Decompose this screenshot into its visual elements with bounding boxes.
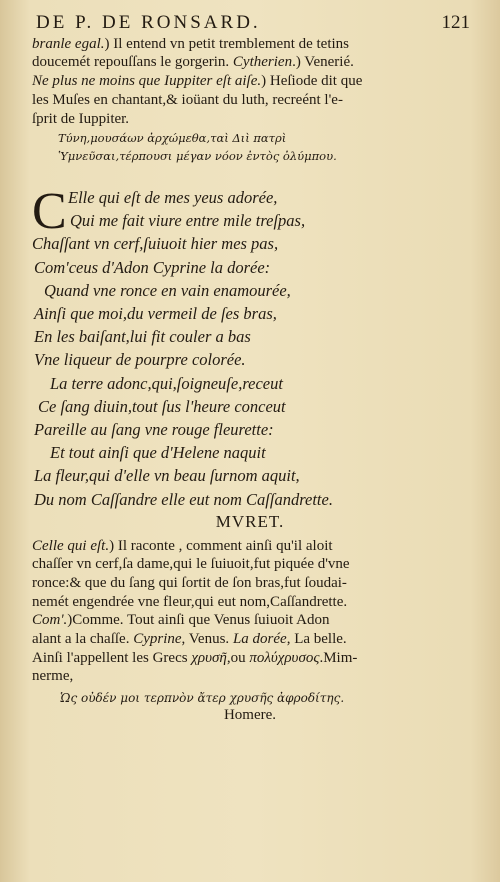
- commentary-line: [32, 611, 329, 629]
- italic-term: La dorée: [232, 631, 287, 647]
- commentary-line: [32, 537, 333, 555]
- text-run: ,ou: [226, 650, 250, 666]
- italic-term: Celle qui eſt.: [32, 538, 110, 554]
- text-run: ) Heſiode dit que: [261, 73, 363, 89]
- commentary-line: [32, 35, 349, 53]
- drop-cap: C: [32, 183, 67, 240]
- text-run: , Venus.: [181, 631, 233, 647]
- italic-term: Com'.: [32, 612, 68, 628]
- commentary-line: [32, 630, 347, 648]
- attribution: Homere.: [223, 707, 277, 723]
- text-run: Ainſi l'appellent les Grecs: [32, 650, 192, 666]
- text-run: ) Il raconte , comment ainſi qu'il aloit: [109, 538, 333, 554]
- greek-quote-bottom: Ὡς οὐδέν μοι τερπνὸν ἄτερ χρυσῆς ἀφροδίτης.: [60, 691, 345, 705]
- commentary-line: [32, 667, 73, 685]
- italic-term: χρυσῆ: [191, 650, 227, 666]
- page-number: 121: [441, 12, 470, 33]
- text-run: nemét engendrée vne fleur,qui eut nom,Caſſandrette.: [32, 594, 348, 610]
- commentary-line: [32, 574, 347, 592]
- sonnet-line: La fleur,qui d'elle vn beau ſurnom aquit,: [34, 466, 300, 486]
- sonnet-line: Chaſſant vn cerf,ſuiuoit hier mes pas,: [32, 234, 279, 254]
- text-run: ſprit de Iuppiter.: [32, 111, 130, 127]
- commentary-line: [32, 649, 357, 667]
- text-run: )Comme. Tout ainſi que Venus ſuiuoit Adon: [67, 612, 330, 628]
- commentary-line: [32, 593, 347, 611]
- sonnet-line: Du nom Caſſandre elle eut nom Caſſandrette.: [34, 489, 333, 509]
- text-run: .) Venerié.: [292, 54, 354, 70]
- text-run: chaſſer vn cerf,ſa dame,qui le ſuiuoit,fut piquée d'vne: [32, 556, 350, 572]
- text-run: , La belle.: [286, 631, 347, 647]
- sonnet-line: Pareille au ſang vne rouge fleurette:: [34, 420, 274, 439]
- muret-heading: MVRET.: [215, 512, 285, 531]
- italic-term: Ne plus ne moins que Iuppiter eſt aiſe.: [32, 73, 262, 89]
- sonnet-line: Qui me fait viure entre mile treſpas,: [70, 211, 306, 231]
- italic-term: Cyprine: [133, 631, 182, 647]
- text-run: ) Il entend vn petit tremblement de tetins: [104, 36, 350, 52]
- running-head: DE P. DE RONSARD.: [36, 12, 261, 33]
- sonnet-line: Ce ſang diuin,tout ſus l'heure conceut: [38, 396, 286, 416]
- greek-quote-line: Τύνη,μουσάων ἀρχώμεθα,ταὶ Διὶ πατρὶ: [58, 131, 287, 145]
- commentary-line: [32, 110, 129, 128]
- sonnet-line: Com'ceus d'Adon Cyprine la dorée:: [34, 257, 271, 277]
- text-run: doucemét repouſſans le gorgerin.: [32, 54, 233, 70]
- sonnet-line: Elle qui eſt de mes yeus adorée,: [68, 188, 278, 207]
- greek-quote-line: Ὑμνεῦσαι,τέρπουσι μέγαν νόον ἐντὸς ὀλύμπου.: [58, 149, 337, 163]
- sonnet-line: Vne liqueur de pourpre colorée.: [34, 350, 246, 370]
- text-run: les Muſes en chantant,& ioüant du luth, recreént l'e-: [32, 92, 343, 108]
- commentary-line: [32, 53, 354, 71]
- italic-term: branle egal.: [32, 36, 105, 52]
- commentary-line: [32, 555, 350, 573]
- page-header: [36, 12, 470, 36]
- sonnet-line: Quand vne ronce en vain enamourée,: [44, 280, 291, 300]
- commentary-line: [32, 91, 343, 109]
- italic-term: πολύχρυσος: [249, 650, 320, 666]
- text-run: alant a la chaſſe.: [32, 631, 134, 647]
- text-run: .Mim-: [319, 650, 358, 666]
- sonnet-line: Ainſi que moi,du vermeil de ſes bras,: [34, 304, 277, 323]
- sonnet-line: En les baiſant,lui fit couler a bas: [34, 327, 251, 347]
- commentary-line: [32, 72, 362, 90]
- sonnet-line: La terre adonc,qui,ſoigneuſe,receut: [50, 373, 283, 393]
- sonnet-line: Et tout ainſi que d'Helene naquit: [50, 443, 266, 463]
- text-run: ronce:& que du ſang qui ſortit de ſon bras,fut ſoudai-: [32, 575, 347, 591]
- text-run: nerme,: [32, 668, 74, 684]
- italic-term: Cytherien: [232, 54, 293, 70]
